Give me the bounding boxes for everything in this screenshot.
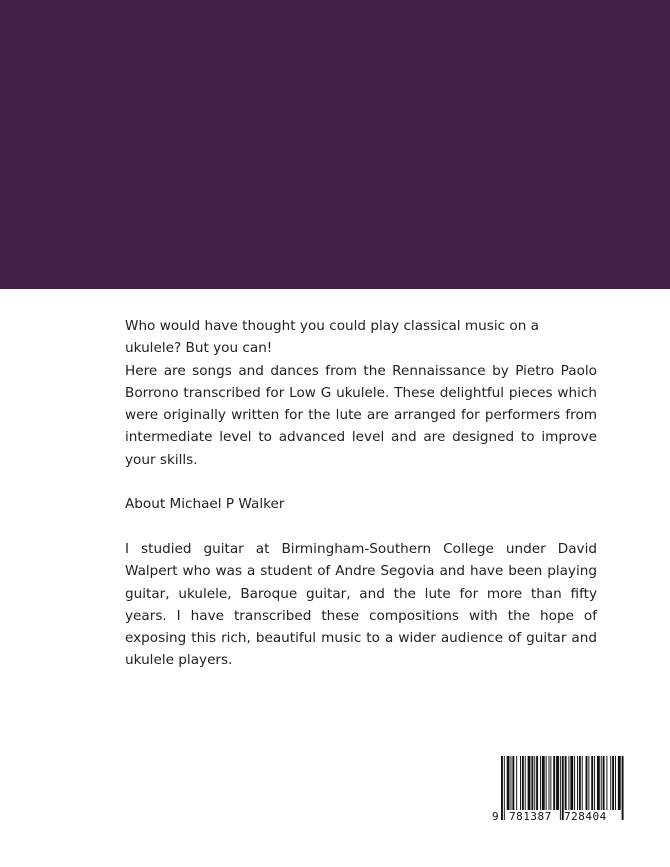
barcode-bar — [610, 756, 611, 810]
barcode-bar — [511, 756, 512, 810]
barcode-bar — [546, 756, 547, 810]
barcode-bar — [534, 756, 535, 810]
barcode-bar — [528, 756, 531, 810]
description-paragraph: Here are songs and dances from the Rennaissance by Pietro Paolo Borrono transcribed for Low G ukulele. These delightful pieces which were originally written for the lute are arranged for performers from intermediate level to advanced level and are designed to improve your skills. — [125, 362, 597, 468]
barcode-bar — [591, 756, 593, 810]
barcode-bar — [540, 756, 541, 810]
barcode-bar — [531, 756, 533, 810]
barcode-bar — [570, 756, 573, 810]
top-color-band — [0, 0, 670, 289]
barcode-bar — [516, 756, 517, 810]
barcode-bar — [550, 756, 551, 810]
author-bio: I studied guitar at Birmingham-Southern College under David Walpert who was a student of Andre Segovia and have been playing guitar, ukulele, Baroque guitar, and the lute for more than fifty years. I have transcribed these compositions with the hope of exposing this rich, beautiful music to a wider audience of guitar and ukulele players. — [125, 540, 597, 669]
about-heading: About Michael P Walker — [125, 496, 285, 513]
barcode-group-2: 728404 — [564, 810, 607, 823]
barcode-bar — [568, 756, 569, 810]
barcode-bar — [536, 756, 538, 810]
isbn-barcode — [489, 754, 627, 824]
barcode-bar — [565, 756, 567, 810]
barcode-bar — [556, 756, 559, 810]
barcode-bar — [579, 756, 581, 810]
barcode-bar — [553, 756, 555, 810]
barcode-group-1: 781387 — [509, 810, 552, 823]
barcode-bar — [612, 756, 614, 810]
text-block — [125, 315, 597, 672]
barcode-bar — [542, 756, 545, 810]
intro-line-1: Who would have thought you could play classical music on a — [125, 318, 539, 334]
barcode-bar — [582, 756, 583, 810]
intro-line-2: ukulele? But you can! — [125, 340, 273, 357]
barcode-bar — [594, 756, 595, 810]
barcode-digits — [489, 810, 627, 824]
barcode-bar — [512, 756, 514, 810]
barcode-bar — [618, 756, 621, 810]
barcode-bar — [549, 756, 550, 810]
barcode-bar — [588, 756, 589, 810]
barcode-bar — [606, 756, 607, 810]
barcode-bar — [586, 756, 588, 810]
barcode-bar — [597, 756, 600, 810]
barcode-bar — [603, 756, 605, 810]
barcode-bar — [522, 756, 524, 810]
barcode-bar — [615, 756, 616, 810]
barcode-bar — [520, 756, 521, 810]
barcode-lead-digit: 9 — [492, 810, 499, 823]
barcode-bar — [525, 756, 526, 810]
barcode-bar — [574, 756, 575, 810]
barcode-bar — [601, 756, 602, 810]
barcode-bar — [507, 756, 510, 810]
barcode-bar — [577, 756, 578, 810]
